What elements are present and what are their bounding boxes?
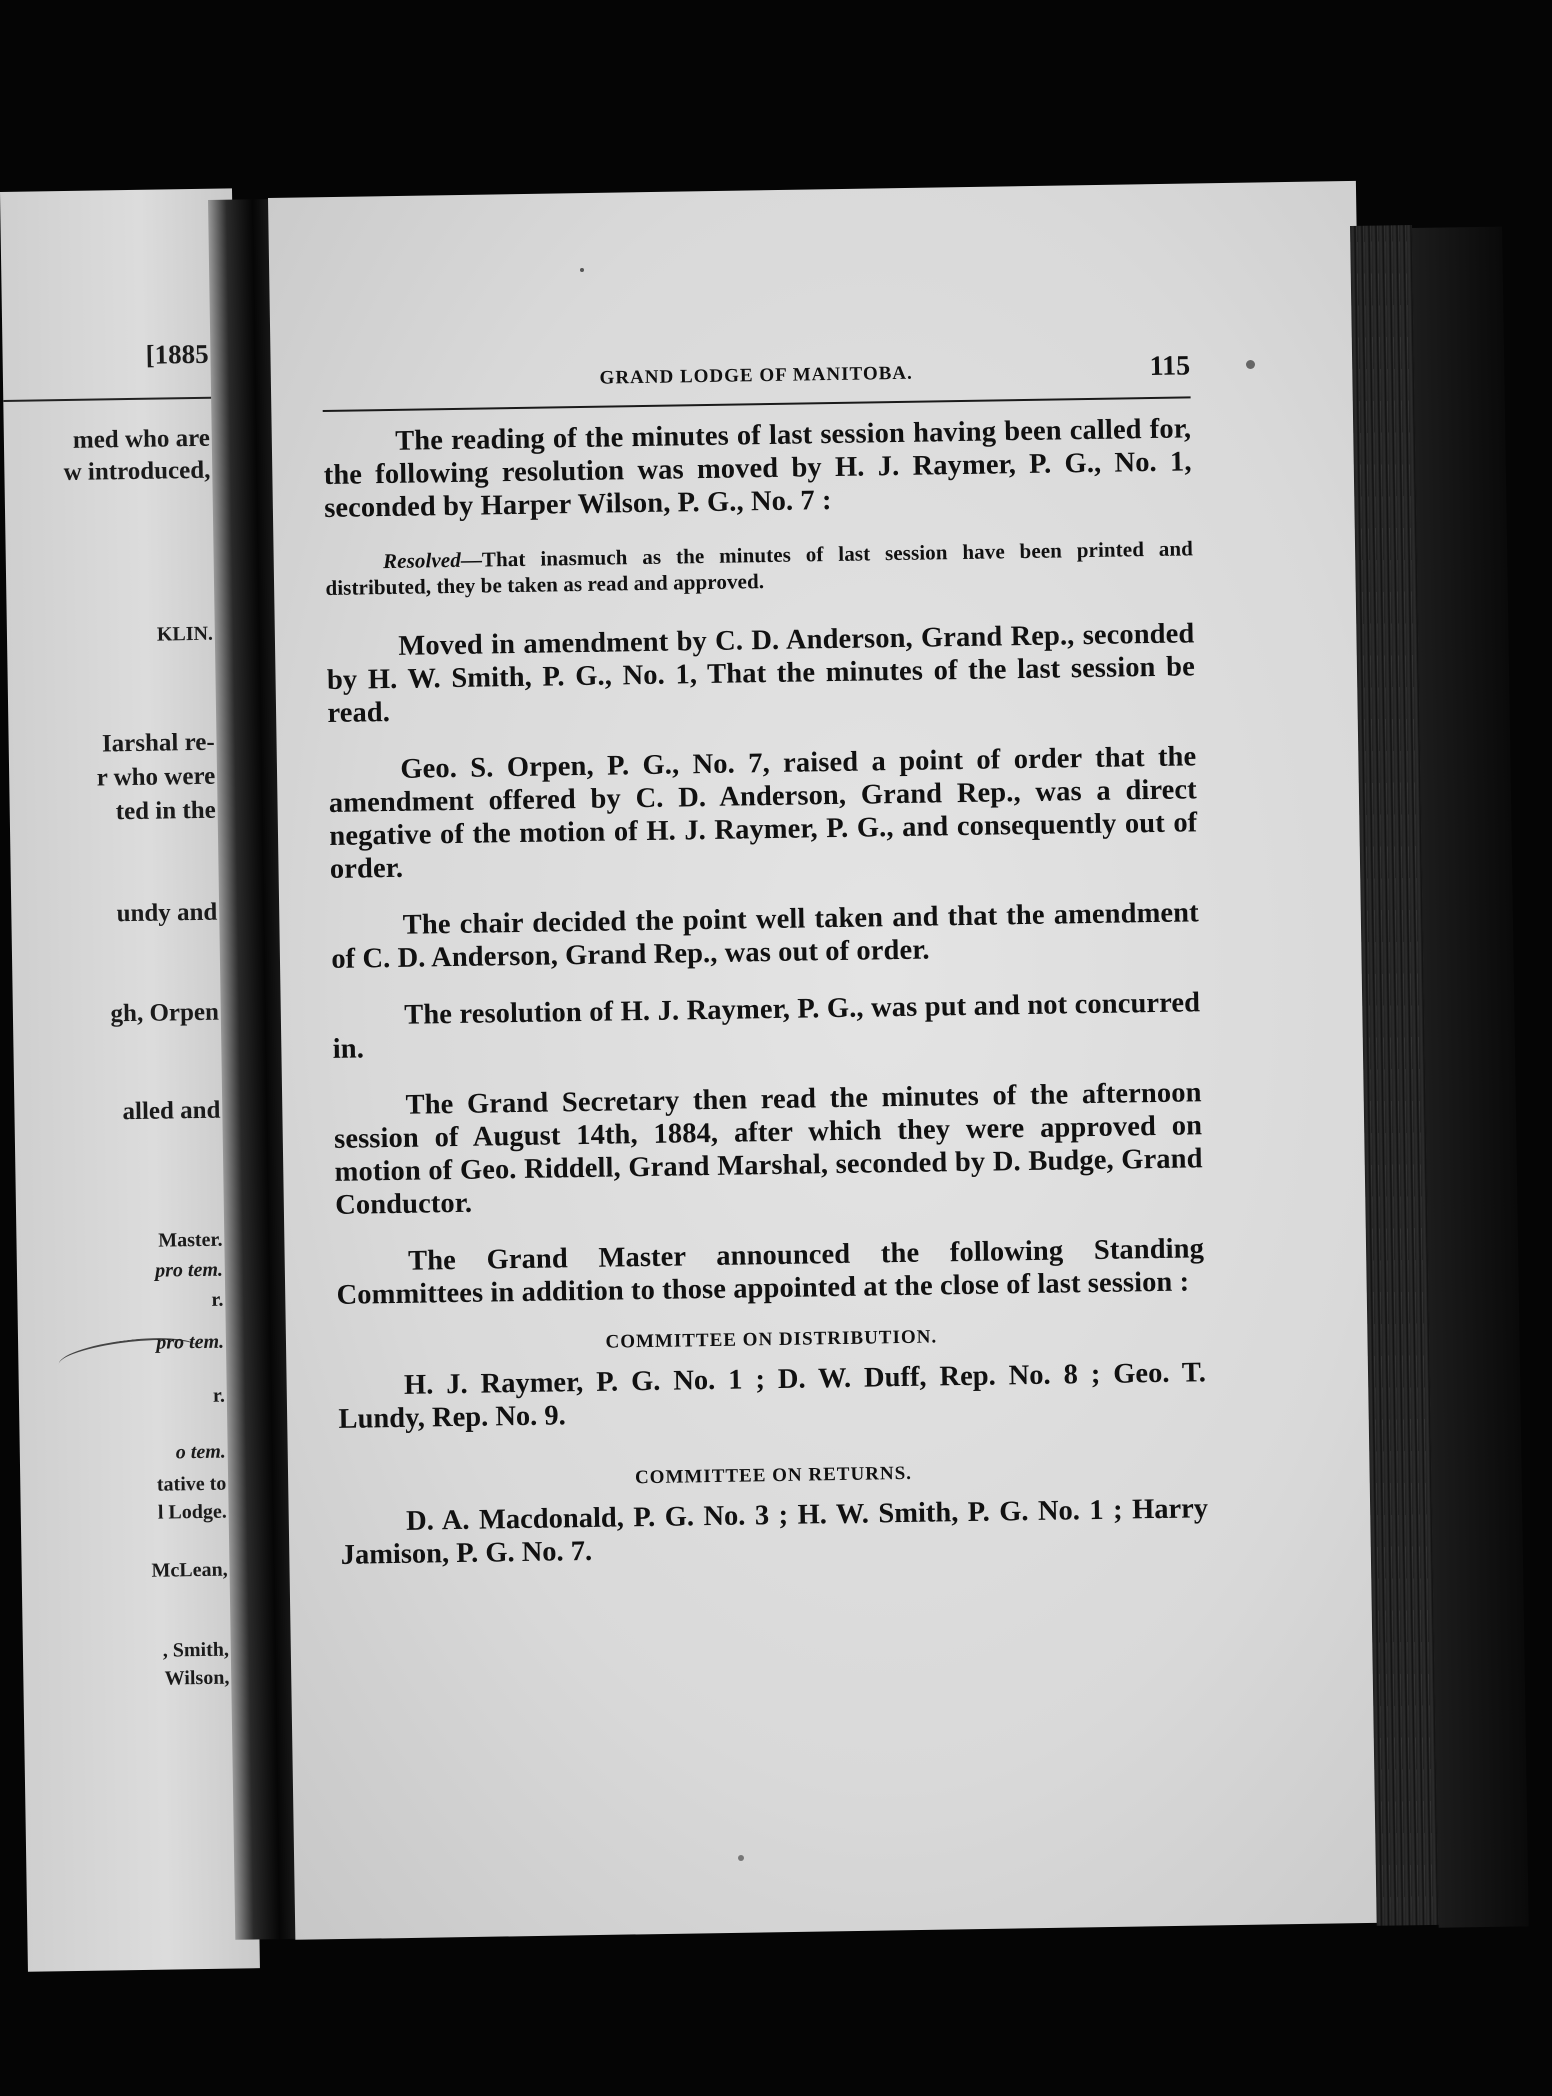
committee-members: D. A. Macdonald, P. G. No. 3 ; H. W. Smith, P. G. No. 1 ; Harry Jamison, P. G. No. 7.: [340, 1493, 1209, 1571]
paragraph: Geo. S. Orpen, P. G., No. 7, raised a point of order that the amendment offered by C. D. Anderson, Grand Rep., was a direct negative of the motion of H. J. Raymer, P. G., and consequently out of order.: [328, 741, 1198, 885]
left-page-line: r.: [211, 1288, 224, 1311]
left-page-line: o tem.: [175, 1440, 226, 1464]
left-page-line: Wilson,: [164, 1666, 230, 1690]
paragraph: The resolution of H. J. Raymer, P. G., was put and not concurred in.: [332, 987, 1201, 1065]
left-page-rule: [3, 397, 211, 402]
left-page-line: med who are: [72, 424, 211, 454]
left-page-line: ted in the: [115, 796, 216, 826]
left-page-line: l Lodge.: [157, 1500, 227, 1524]
resolution-paragraph: [325, 535, 1194, 601]
left-page-line: , Smith,: [162, 1638, 230, 1662]
left-page-line: pro tem.: [155, 1258, 224, 1282]
paragraph: The Grand Secretary then read the minutes of the afternoon session of August 14th, 1884, after which they were approved on motion of Geo. Riddell, Grand Marshal, seconded by D. Budge, Grand Conductor.: [333, 1077, 1203, 1221]
resolved-text: —That inasmuch as the minutes of last session have been printed and distributed, they be taken as read and approved.: [325, 536, 1194, 600]
left-page-line: McLean,: [151, 1558, 228, 1582]
left-page-line: w introduced,: [63, 456, 211, 487]
left-page-line: gh, Orpen: [110, 998, 220, 1028]
committee-heading: COMMITTEE ON RETURNS.: [634, 1462, 913, 1489]
left-page-line: undy and: [116, 898, 218, 928]
left-page-line: Iarshal re-: [101, 728, 215, 758]
left-page-line: tative to: [156, 1472, 227, 1496]
committee-members: H. J. Raymer, P. G. No. 1 ; D. W. Duff, Rep. No. 8 ; Geo. T. Lundy, Rep. No. 9.: [338, 1357, 1207, 1435]
scan-speck: [738, 1855, 744, 1861]
paragraph: The chair decided the point well taken and that the amendment of C. D. Anderson, Grand Rep., was out of order.: [331, 897, 1199, 975]
committee-heading: COMMITTEE ON DISTRIBUTION.: [605, 1326, 938, 1353]
paragraph: Moved in amendment by C. D. Anderson, Grand Rep., seconded by H. W. Smith, P. G., No. 1, That the minutes of the last session be read.: [326, 618, 1196, 729]
left-page-line: pro tem.: [156, 1330, 225, 1354]
paragraph: The Grand Master announced the following Standing Committees in addition to those appointed at the close of last session :: [336, 1233, 1205, 1311]
page-text-block: [322, 352, 1209, 1607]
scan-speck: [1246, 360, 1255, 369]
left-page-year: [1885: [145, 338, 209, 370]
left-page-line: r who were: [96, 762, 216, 792]
page-number: 115: [1149, 350, 1191, 382]
left-page-line: r.: [212, 1384, 226, 1407]
scan-speck: [580, 268, 584, 272]
left-page-line: alled and: [122, 1096, 221, 1126]
paragraph: The reading of the minutes of last session having been called for, the following resolution was moved by H. J. Raymer, P. G., No. 1, seconded by Harper Wilson, P. G., No. 7 :: [323, 413, 1192, 524]
left-page-line: Master.: [158, 1228, 223, 1252]
left-page-line: KLIN.: [156, 622, 214, 646]
resolved-lead: Resolved: [382, 547, 462, 574]
running-head-title: GRAND LODGE OF MANITOBA.: [599, 362, 913, 389]
